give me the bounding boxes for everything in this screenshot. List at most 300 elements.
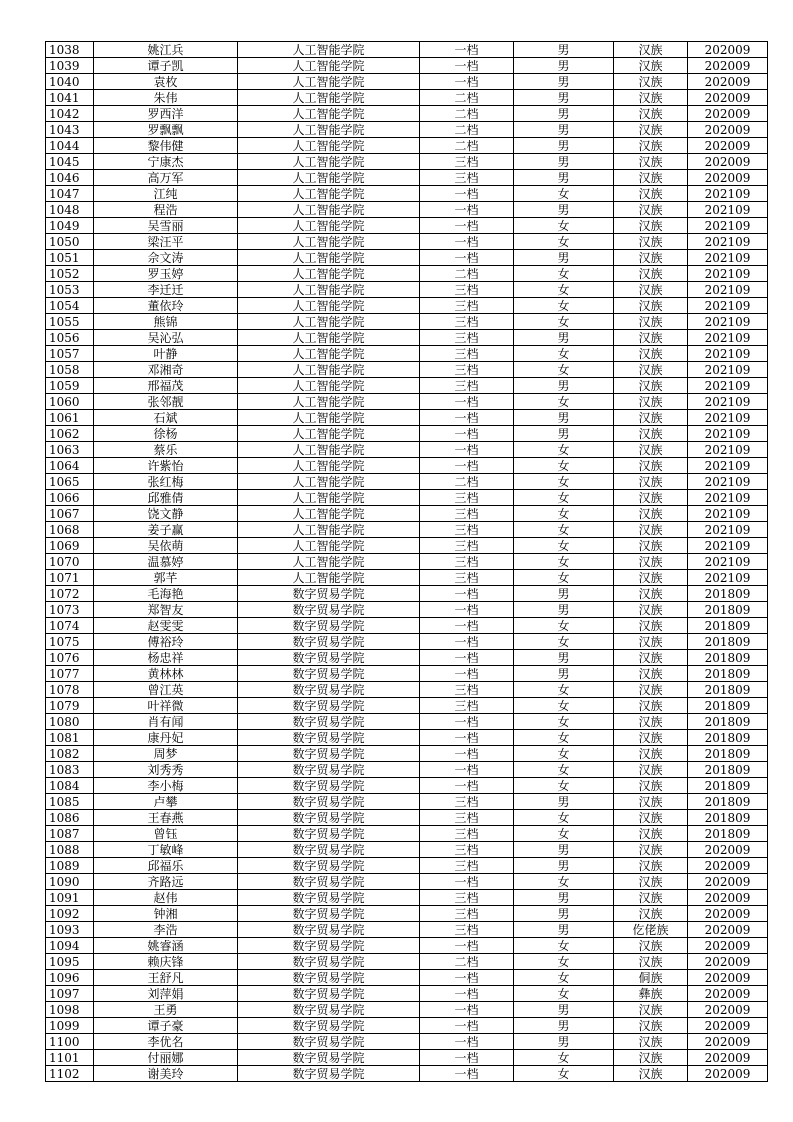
ethnicity-cell: 汉族 bbox=[614, 762, 688, 778]
row-number-cell: 1077 bbox=[46, 666, 94, 682]
student-name-cell: 王春燕 bbox=[94, 810, 238, 826]
gender-cell: 女 bbox=[514, 234, 614, 250]
table-row bbox=[46, 506, 768, 522]
student-name-cell: 姜子赢 bbox=[94, 522, 238, 538]
student-name-cell: 刘秀秀 bbox=[94, 762, 238, 778]
ethnicity-cell: 汉族 bbox=[614, 906, 688, 922]
gender-cell: 男 bbox=[514, 170, 614, 186]
table-row bbox=[46, 986, 768, 1002]
ethnicity-cell: 汉族 bbox=[614, 250, 688, 266]
grade-level-cell: 三档 bbox=[420, 378, 514, 394]
gender-cell: 女 bbox=[514, 1066, 614, 1082]
gender-cell: 男 bbox=[514, 410, 614, 426]
table-row bbox=[46, 74, 768, 90]
enrollment-date-cell: 202109 bbox=[688, 394, 768, 410]
ethnicity-cell: 汉族 bbox=[614, 1050, 688, 1066]
row-number-cell: 1071 bbox=[46, 570, 94, 586]
table-row bbox=[46, 170, 768, 186]
student-name-cell: 曾钰 bbox=[94, 826, 238, 842]
grade-level-cell: 三档 bbox=[420, 906, 514, 922]
grade-level-cell: 三档 bbox=[420, 538, 514, 554]
college-cell: 人工智能学院 bbox=[238, 554, 420, 570]
table-row bbox=[46, 346, 768, 362]
college-cell: 人工智能学院 bbox=[238, 298, 420, 314]
grade-level-cell: 一档 bbox=[420, 426, 514, 442]
enrollment-date-cell: 202109 bbox=[688, 250, 768, 266]
enrollment-date-cell: 201809 bbox=[688, 762, 768, 778]
table-row bbox=[46, 138, 768, 154]
gender-cell: 女 bbox=[514, 1050, 614, 1066]
grade-level-cell: 三档 bbox=[420, 282, 514, 298]
enrollment-date-cell: 202009 bbox=[688, 42, 768, 58]
ethnicity-cell: 汉族 bbox=[614, 586, 688, 602]
table-row bbox=[46, 458, 768, 474]
grade-level-cell: 二档 bbox=[420, 954, 514, 970]
row-number-cell: 1073 bbox=[46, 602, 94, 618]
gender-cell: 男 bbox=[514, 922, 614, 938]
row-number-cell: 1038 bbox=[46, 42, 94, 58]
college-cell: 数字贸易学院 bbox=[238, 794, 420, 810]
student-name-cell: 曾江英 bbox=[94, 682, 238, 698]
college-cell: 人工智能学院 bbox=[238, 346, 420, 362]
enrollment-date-cell: 201809 bbox=[688, 778, 768, 794]
enrollment-date-cell: 201809 bbox=[688, 826, 768, 842]
grade-level-cell: 一档 bbox=[420, 618, 514, 634]
grade-level-cell: 一档 bbox=[420, 730, 514, 746]
gender-cell: 男 bbox=[514, 602, 614, 618]
enrollment-date-cell: 201809 bbox=[688, 602, 768, 618]
ethnicity-cell: 汉族 bbox=[614, 314, 688, 330]
enrollment-date-cell: 201809 bbox=[688, 586, 768, 602]
grade-level-cell: 三档 bbox=[420, 346, 514, 362]
table-row bbox=[46, 234, 768, 250]
ethnicity-cell: 汉族 bbox=[614, 666, 688, 682]
ethnicity-cell: 汉族 bbox=[614, 234, 688, 250]
ethnicity-cell: 汉族 bbox=[614, 554, 688, 570]
student-name-cell: 邱雅倩 bbox=[94, 490, 238, 506]
student-name-cell: 郭芊 bbox=[94, 570, 238, 586]
ethnicity-cell: 汉族 bbox=[614, 874, 688, 890]
row-number-cell: 1052 bbox=[46, 266, 94, 282]
student-name-cell: 赵伟 bbox=[94, 890, 238, 906]
row-number-cell: 1081 bbox=[46, 730, 94, 746]
table-row bbox=[46, 666, 768, 682]
row-number-cell: 1099 bbox=[46, 1018, 94, 1034]
row-number-cell: 1057 bbox=[46, 346, 94, 362]
ethnicity-cell: 汉族 bbox=[614, 394, 688, 410]
enrollment-date-cell: 202009 bbox=[688, 922, 768, 938]
student-name-cell: 吴沁弘 bbox=[94, 330, 238, 346]
grade-level-cell: 三档 bbox=[420, 922, 514, 938]
grade-level-cell: 三档 bbox=[420, 506, 514, 522]
student-name-cell: 邢福茂 bbox=[94, 378, 238, 394]
grade-level-cell: 一档 bbox=[420, 1050, 514, 1066]
student-name-cell: 黎伟健 bbox=[94, 138, 238, 154]
table-row bbox=[46, 314, 768, 330]
enrollment-date-cell: 201809 bbox=[688, 618, 768, 634]
enrollment-date-cell: 202009 bbox=[688, 138, 768, 154]
table-row bbox=[46, 474, 768, 490]
student-name-cell: 王舒凡 bbox=[94, 970, 238, 986]
student-name-cell: 吴雪丽 bbox=[94, 218, 238, 234]
row-number-cell: 1067 bbox=[46, 506, 94, 522]
grade-level-cell: 一档 bbox=[420, 586, 514, 602]
gender-cell: 男 bbox=[514, 58, 614, 74]
table-body bbox=[46, 42, 768, 1082]
ethnicity-cell: 汉族 bbox=[614, 858, 688, 874]
student-table-container bbox=[45, 41, 767, 1082]
gender-cell: 女 bbox=[514, 682, 614, 698]
college-cell: 数字贸易学院 bbox=[238, 922, 420, 938]
table-row bbox=[46, 650, 768, 666]
gender-cell: 女 bbox=[514, 570, 614, 586]
enrollment-date-cell: 202009 bbox=[688, 1066, 768, 1082]
student-name-cell: 温慕婷 bbox=[94, 554, 238, 570]
student-name-cell: 刘萍娟 bbox=[94, 986, 238, 1002]
table-row bbox=[46, 746, 768, 762]
enrollment-date-cell: 202109 bbox=[688, 490, 768, 506]
ethnicity-cell: 汉族 bbox=[614, 730, 688, 746]
gender-cell: 男 bbox=[514, 650, 614, 666]
grade-level-cell: 三档 bbox=[420, 826, 514, 842]
enrollment-date-cell: 202009 bbox=[688, 938, 768, 954]
college-cell: 人工智能学院 bbox=[238, 490, 420, 506]
grade-level-cell: 一档 bbox=[420, 666, 514, 682]
table-row bbox=[46, 842, 768, 858]
table-row bbox=[46, 1018, 768, 1034]
ethnicity-cell: 汉族 bbox=[614, 426, 688, 442]
grade-level-cell: 一档 bbox=[420, 986, 514, 1002]
ethnicity-cell: 汉族 bbox=[614, 490, 688, 506]
ethnicity-cell: 汉族 bbox=[614, 362, 688, 378]
college-cell: 数字贸易学院 bbox=[238, 890, 420, 906]
row-number-cell: 1059 bbox=[46, 378, 94, 394]
student-name-cell: 许紫怡 bbox=[94, 458, 238, 474]
student-name-cell: 李迁迁 bbox=[94, 282, 238, 298]
enrollment-date-cell: 202109 bbox=[688, 186, 768, 202]
grade-level-cell: 一档 bbox=[420, 746, 514, 762]
student-name-cell: 徐杨 bbox=[94, 426, 238, 442]
row-number-cell: 1084 bbox=[46, 778, 94, 794]
enrollment-date-cell: 202109 bbox=[688, 218, 768, 234]
college-cell: 人工智能学院 bbox=[238, 506, 420, 522]
grade-level-cell: 一档 bbox=[420, 42, 514, 58]
gender-cell: 女 bbox=[514, 698, 614, 714]
grade-level-cell: 一档 bbox=[420, 250, 514, 266]
college-cell: 数字贸易学院 bbox=[238, 618, 420, 634]
student-name-cell: 周梦 bbox=[94, 746, 238, 762]
ethnicity-cell: 汉族 bbox=[614, 330, 688, 346]
college-cell: 人工智能学院 bbox=[238, 138, 420, 154]
college-cell: 数字贸易学院 bbox=[238, 970, 420, 986]
grade-level-cell: 一档 bbox=[420, 410, 514, 426]
gender-cell: 女 bbox=[514, 314, 614, 330]
ethnicity-cell: 汉族 bbox=[614, 938, 688, 954]
student-name-cell: 杨忠祥 bbox=[94, 650, 238, 666]
college-cell: 人工智能学院 bbox=[238, 250, 420, 266]
table-row bbox=[46, 794, 768, 810]
college-cell: 人工智能学院 bbox=[238, 282, 420, 298]
college-cell: 人工智能学院 bbox=[238, 522, 420, 538]
table-row bbox=[46, 490, 768, 506]
grade-level-cell: 二档 bbox=[420, 474, 514, 490]
gender-cell: 女 bbox=[514, 394, 614, 410]
college-cell: 数字贸易学院 bbox=[238, 698, 420, 714]
table-row bbox=[46, 922, 768, 938]
gender-cell: 女 bbox=[514, 298, 614, 314]
gender-cell: 女 bbox=[514, 714, 614, 730]
gender-cell: 女 bbox=[514, 778, 614, 794]
gender-cell: 男 bbox=[514, 890, 614, 906]
table-row bbox=[46, 58, 768, 74]
student-name-cell: 毛海艳 bbox=[94, 586, 238, 602]
college-cell: 人工智能学院 bbox=[238, 234, 420, 250]
student-name-cell: 蔡乐 bbox=[94, 442, 238, 458]
college-cell: 人工智能学院 bbox=[238, 42, 420, 58]
student-table bbox=[45, 41, 768, 1082]
ethnicity-cell: 汉族 bbox=[614, 266, 688, 282]
row-number-cell: 1095 bbox=[46, 954, 94, 970]
gender-cell: 女 bbox=[514, 218, 614, 234]
grade-level-cell: 三档 bbox=[420, 810, 514, 826]
gender-cell: 女 bbox=[514, 954, 614, 970]
student-name-cell: 叶祥微 bbox=[94, 698, 238, 714]
table-row bbox=[46, 618, 768, 634]
enrollment-date-cell: 202009 bbox=[688, 970, 768, 986]
ethnicity-cell: 汉族 bbox=[614, 442, 688, 458]
college-cell: 人工智能学院 bbox=[238, 362, 420, 378]
gender-cell: 男 bbox=[514, 122, 614, 138]
enrollment-date-cell: 202109 bbox=[688, 410, 768, 426]
table-row bbox=[46, 810, 768, 826]
gender-cell: 男 bbox=[514, 74, 614, 90]
ethnicity-cell: 汉族 bbox=[614, 474, 688, 490]
enrollment-date-cell: 202009 bbox=[688, 874, 768, 890]
gender-cell: 女 bbox=[514, 826, 614, 842]
row-number-cell: 1072 bbox=[46, 586, 94, 602]
ethnicity-cell: 侗族 bbox=[614, 970, 688, 986]
table-row bbox=[46, 826, 768, 842]
student-name-cell: 石斌 bbox=[94, 410, 238, 426]
row-number-cell: 1063 bbox=[46, 442, 94, 458]
row-number-cell: 1060 bbox=[46, 394, 94, 410]
table-row bbox=[46, 282, 768, 298]
row-number-cell: 1090 bbox=[46, 874, 94, 890]
student-name-cell: 高万军 bbox=[94, 170, 238, 186]
enrollment-date-cell: 201809 bbox=[688, 810, 768, 826]
table-row bbox=[46, 602, 768, 618]
ethnicity-cell: 汉族 bbox=[614, 778, 688, 794]
table-row bbox=[46, 554, 768, 570]
grade-level-cell: 一档 bbox=[420, 202, 514, 218]
enrollment-date-cell: 202109 bbox=[688, 554, 768, 570]
ethnicity-cell: 汉族 bbox=[614, 794, 688, 810]
row-number-cell: 1069 bbox=[46, 538, 94, 554]
enrollment-date-cell: 201809 bbox=[688, 794, 768, 810]
gender-cell: 女 bbox=[514, 522, 614, 538]
table-row bbox=[46, 154, 768, 170]
ethnicity-cell: 汉族 bbox=[614, 890, 688, 906]
college-cell: 数字贸易学院 bbox=[238, 778, 420, 794]
table-row bbox=[46, 682, 768, 698]
college-cell: 数字贸易学院 bbox=[238, 874, 420, 890]
college-cell: 人工智能学院 bbox=[238, 330, 420, 346]
enrollment-date-cell: 202109 bbox=[688, 522, 768, 538]
gender-cell: 男 bbox=[514, 1034, 614, 1050]
enrollment-date-cell: 202109 bbox=[688, 506, 768, 522]
gender-cell: 女 bbox=[514, 762, 614, 778]
student-name-cell: 程浩 bbox=[94, 202, 238, 218]
grade-level-cell: 一档 bbox=[420, 218, 514, 234]
table-row bbox=[46, 42, 768, 58]
college-cell: 人工智能学院 bbox=[238, 314, 420, 330]
grade-level-cell: 三档 bbox=[420, 698, 514, 714]
gender-cell: 女 bbox=[514, 538, 614, 554]
ethnicity-cell: 汉族 bbox=[614, 538, 688, 554]
ethnicity-cell: 汉族 bbox=[614, 842, 688, 858]
row-number-cell: 1086 bbox=[46, 810, 94, 826]
college-cell: 数字贸易学院 bbox=[238, 842, 420, 858]
table-row bbox=[46, 522, 768, 538]
college-cell: 数字贸易学院 bbox=[238, 1050, 420, 1066]
gender-cell: 女 bbox=[514, 442, 614, 458]
row-number-cell: 1055 bbox=[46, 314, 94, 330]
student-name-cell: 郑智友 bbox=[94, 602, 238, 618]
table-row bbox=[46, 906, 768, 922]
ethnicity-cell: 汉族 bbox=[614, 282, 688, 298]
table-row bbox=[46, 858, 768, 874]
enrollment-date-cell: 202009 bbox=[688, 1002, 768, 1018]
student-name-cell: 朱伟 bbox=[94, 90, 238, 106]
student-name-cell: 罗玉婷 bbox=[94, 266, 238, 282]
gender-cell: 女 bbox=[514, 746, 614, 762]
ethnicity-cell: 汉族 bbox=[614, 1034, 688, 1050]
grade-level-cell: 三档 bbox=[420, 490, 514, 506]
table-row bbox=[46, 330, 768, 346]
student-name-cell: 袁枚 bbox=[94, 74, 238, 90]
grade-level-cell: 一档 bbox=[420, 442, 514, 458]
college-cell: 人工智能学院 bbox=[238, 378, 420, 394]
table-row bbox=[46, 874, 768, 890]
gender-cell: 女 bbox=[514, 986, 614, 1002]
student-name-cell: 钟湘 bbox=[94, 906, 238, 922]
enrollment-date-cell: 202009 bbox=[688, 1050, 768, 1066]
gender-cell: 女 bbox=[514, 346, 614, 362]
student-name-cell: 谭子豪 bbox=[94, 1018, 238, 1034]
gender-cell: 女 bbox=[514, 730, 614, 746]
table-row bbox=[46, 186, 768, 202]
grade-level-cell: 三档 bbox=[420, 570, 514, 586]
student-name-cell: 吴依萌 bbox=[94, 538, 238, 554]
row-number-cell: 1054 bbox=[46, 298, 94, 314]
student-name-cell: 梁汪平 bbox=[94, 234, 238, 250]
enrollment-date-cell: 202009 bbox=[688, 170, 768, 186]
grade-level-cell: 三档 bbox=[420, 858, 514, 874]
college-cell: 数字贸易学院 bbox=[238, 666, 420, 682]
student-name-cell: 王勇 bbox=[94, 1002, 238, 1018]
row-number-cell: 1089 bbox=[46, 858, 94, 874]
ethnicity-cell: 汉族 bbox=[614, 1002, 688, 1018]
ethnicity-cell: 汉族 bbox=[614, 122, 688, 138]
student-name-cell: 肖有闻 bbox=[94, 714, 238, 730]
row-number-cell: 1064 bbox=[46, 458, 94, 474]
student-name-cell: 谭子凯 bbox=[94, 58, 238, 74]
enrollment-date-cell: 202109 bbox=[688, 474, 768, 490]
college-cell: 数字贸易学院 bbox=[238, 1034, 420, 1050]
grade-level-cell: 一档 bbox=[420, 234, 514, 250]
table-row bbox=[46, 1066, 768, 1082]
grade-level-cell: 一档 bbox=[420, 186, 514, 202]
student-name-cell: 罗西洋 bbox=[94, 106, 238, 122]
table-row bbox=[46, 890, 768, 906]
college-cell: 人工智能学院 bbox=[238, 186, 420, 202]
ethnicity-cell: 汉族 bbox=[614, 218, 688, 234]
gender-cell: 女 bbox=[514, 554, 614, 570]
table-row bbox=[46, 730, 768, 746]
row-number-cell: 1039 bbox=[46, 58, 94, 74]
college-cell: 人工智能学院 bbox=[238, 410, 420, 426]
enrollment-date-cell: 202009 bbox=[688, 58, 768, 74]
row-number-cell: 1082 bbox=[46, 746, 94, 762]
gender-cell: 女 bbox=[514, 186, 614, 202]
grade-level-cell: 二档 bbox=[420, 90, 514, 106]
ethnicity-cell: 汉族 bbox=[614, 570, 688, 586]
college-cell: 数字贸易学院 bbox=[238, 954, 420, 970]
student-name-cell: 姚睿涵 bbox=[94, 938, 238, 954]
enrollment-date-cell: 201809 bbox=[688, 730, 768, 746]
college-cell: 人工智能学院 bbox=[238, 458, 420, 474]
student-name-cell: 赖庆锋 bbox=[94, 954, 238, 970]
gender-cell: 男 bbox=[514, 906, 614, 922]
college-cell: 数字贸易学院 bbox=[238, 1018, 420, 1034]
college-cell: 人工智能学院 bbox=[238, 394, 420, 410]
grade-level-cell: 一档 bbox=[420, 1018, 514, 1034]
grade-level-cell: 一档 bbox=[420, 970, 514, 986]
row-number-cell: 1080 bbox=[46, 714, 94, 730]
enrollment-date-cell: 202109 bbox=[688, 570, 768, 586]
table-row bbox=[46, 698, 768, 714]
grade-level-cell: 三档 bbox=[420, 154, 514, 170]
row-number-cell: 1070 bbox=[46, 554, 94, 570]
gender-cell: 男 bbox=[514, 1002, 614, 1018]
grade-level-cell: 三档 bbox=[420, 682, 514, 698]
college-cell: 数字贸易学院 bbox=[238, 714, 420, 730]
college-cell: 人工智能学院 bbox=[238, 538, 420, 554]
student-name-cell: 邱福乐 bbox=[94, 858, 238, 874]
enrollment-date-cell: 202109 bbox=[688, 266, 768, 282]
college-cell: 人工智能学院 bbox=[238, 442, 420, 458]
ethnicity-cell: 汉族 bbox=[614, 826, 688, 842]
student-name-cell: 卢攀 bbox=[94, 794, 238, 810]
gender-cell: 女 bbox=[514, 874, 614, 890]
enrollment-date-cell: 202009 bbox=[688, 1034, 768, 1050]
row-number-cell: 1083 bbox=[46, 762, 94, 778]
table-row bbox=[46, 1050, 768, 1066]
grade-level-cell: 一档 bbox=[420, 1034, 514, 1050]
enrollment-date-cell: 202009 bbox=[688, 906, 768, 922]
grade-level-cell: 一档 bbox=[420, 394, 514, 410]
row-number-cell: 1101 bbox=[46, 1050, 94, 1066]
table-row bbox=[46, 1034, 768, 1050]
student-name-cell: 张红梅 bbox=[94, 474, 238, 490]
enrollment-date-cell: 201809 bbox=[688, 666, 768, 682]
college-cell: 数字贸易学院 bbox=[238, 730, 420, 746]
grade-level-cell: 三档 bbox=[420, 298, 514, 314]
student-name-cell: 李浩 bbox=[94, 922, 238, 938]
gender-cell: 男 bbox=[514, 250, 614, 266]
enrollment-date-cell: 202109 bbox=[688, 426, 768, 442]
college-cell: 人工智能学院 bbox=[238, 74, 420, 90]
